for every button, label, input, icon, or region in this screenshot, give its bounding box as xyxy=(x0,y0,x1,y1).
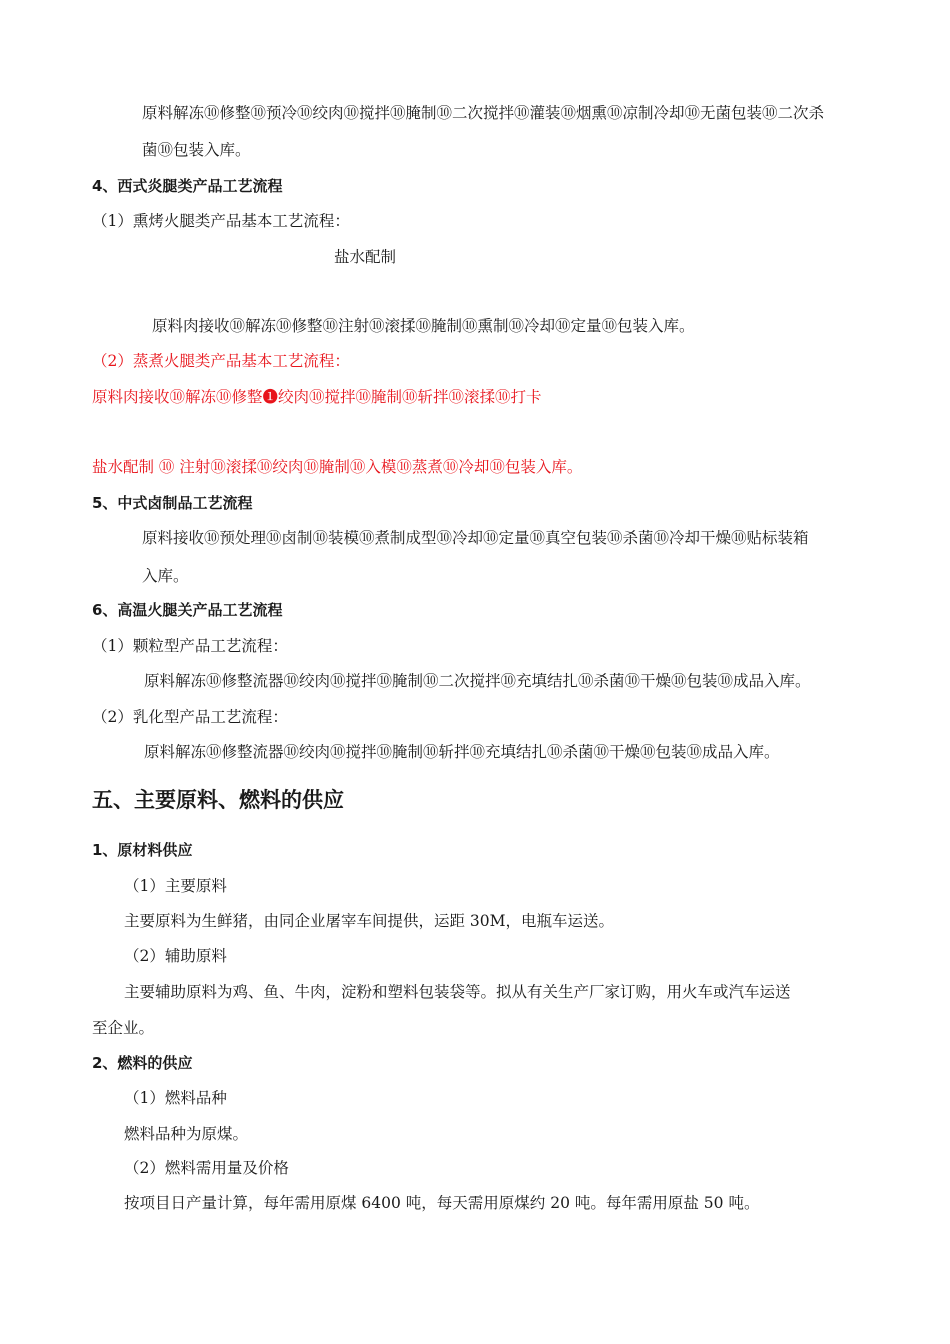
section-6-2-title: （2）乳化型产品工艺流程： xyxy=(92,708,288,726)
section-4-1-flow: 原料肉接收⑩解冻⑩修整⑩注射⑩滚揉⑩腌制⑩熏制⑩冷却⑩定量⑩包装入库。 xyxy=(152,317,695,335)
section-6-1-flow: 原料解冻⑩修整流器⑩绞肉⑩搅拌⑩腌制⑩二次搅拌⑩充填结扎⑩杀菌⑩干燥⑩包装⑩成品入库。 xyxy=(144,672,811,690)
section-4-2-title: （2）蒸煮火腿类产品基本工艺流程： xyxy=(92,352,350,370)
section-4-2-flow2: 盐水配制 ⑩ 注射⑩滚揉⑩绞肉⑩腌制⑩入模⑩蒸煮⑩冷却⑩包装入库。 xyxy=(92,458,583,476)
brine-label: 盐水配制 xyxy=(334,248,397,266)
section-6-1-title: （1）颗粒型产品工艺流程： xyxy=(92,637,288,655)
supply-1-1-title: （1）主要原料 xyxy=(124,877,227,895)
section-5-title: 5、中式卤制品工艺流程 xyxy=(92,494,253,512)
section-5-flow2: 入库。 xyxy=(142,567,189,585)
flow3-line2: 菌⑩包装入库。 xyxy=(142,141,251,159)
supply-2-1-text: 燃料品种为原煤。 xyxy=(124,1125,249,1143)
section-4-1-title: （1）熏烤火腿类产品基本工艺流程： xyxy=(92,212,350,230)
section-6-title: 6、高温火腿关产品工艺流程 xyxy=(92,601,283,619)
section-4-title: 4、西式炎腿类产品工艺流程 xyxy=(92,177,283,195)
supply-2-2-text: 按项目日产量计算，每年需用原煤 6400 吨，每天需用原煤约 20 吨。每年需用原盐 50 吨。 xyxy=(124,1194,760,1212)
supply-1-1-text: 主要原料为生鲜猪，由同企业屠宰车间提供，运距 30M，电瓶车运送。 xyxy=(124,912,615,930)
flow3-line1: 原料解冻⑩修整⑩预冷⑩绞肉⑩搅拌⑩腌制⑩二次搅拌⑩灌装⑩烟熏⑩凉制冷却⑩无菌包装⑩二次杀 xyxy=(142,104,825,122)
supply-2-title: 2、燃料的供应 xyxy=(92,1054,193,1072)
section-6-2-flow: 原料解冻⑩修整流器⑩绞肉⑩搅拌⑩腌制⑩斩拌⑩充填结扎⑩杀菌⑩干燥⑩包装⑩成品入库。 xyxy=(144,743,780,761)
supply-1-2-text2: 至企业。 xyxy=(92,1019,155,1037)
supply-1-2-text1: 主要辅助原料为鸡、鱼、牛肉，淀粉和塑料包装袋等。拟从有关生产厂家订购，用火车或汽车运送 xyxy=(124,983,791,1001)
supply-1-title: 1、原材料供应 xyxy=(92,841,193,859)
section-5-flow1: 原料接收⑩预处理⑩卤制⑩装模⑩煮制成型⑩冷却⑩定量⑩真空包装⑩杀菌⑩冷却干燥⑩贴标装箱 xyxy=(142,529,809,547)
section-4-2-flow1: 原料肉接收⑩解冻⑩修整❶绞肉⑩搅拌⑩腌制⑩斩拌⑩滚揉⑩打卡 xyxy=(92,388,542,406)
chapter-5-title: 五、主要原料、燃料的供应 xyxy=(92,788,344,812)
supply-1-2-title: （2）辅助原料 xyxy=(124,947,227,965)
supply-2-1-title: （1）燃料品种 xyxy=(124,1089,227,1107)
supply-2-2-title: （2）燃料需用量及价格 xyxy=(124,1159,289,1177)
